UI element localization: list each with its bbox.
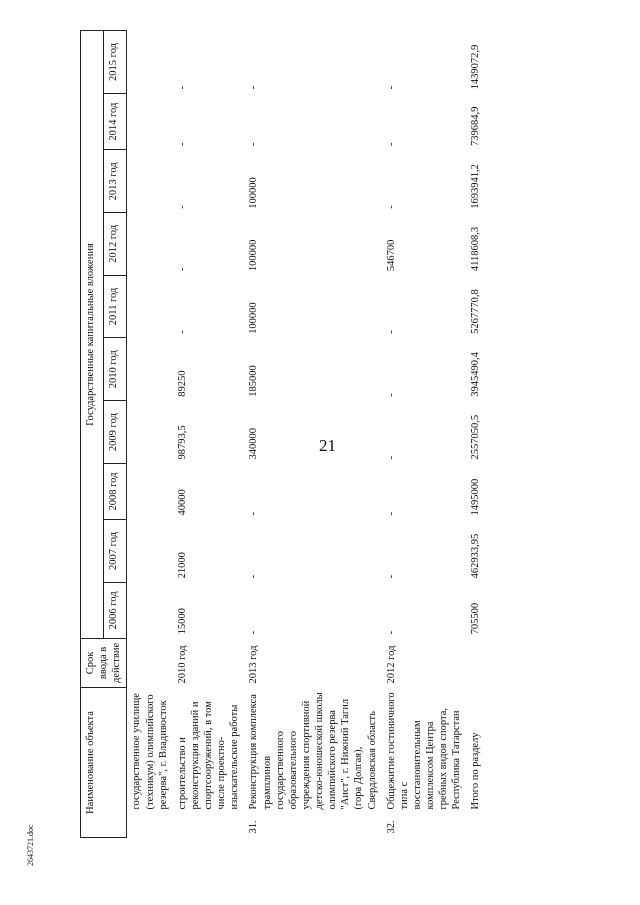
row-value xyxy=(127,401,173,464)
row-object-name: строительство и реконструкция зданий и спортсооружений, в том числе проектно-изыскательские работы xyxy=(176,701,241,810)
row-index: 31. xyxy=(248,820,260,834)
total-value: 1693941,2 xyxy=(470,164,482,209)
table-row xyxy=(173,31,245,838)
row-value: - xyxy=(248,142,260,146)
row-value xyxy=(127,275,173,338)
row-value: 100000 xyxy=(248,177,260,209)
row-value: - xyxy=(385,630,397,635)
row-value: - xyxy=(176,330,188,334)
header-year: 2011 год xyxy=(104,275,127,338)
table-row xyxy=(382,31,467,838)
total-value: 5267770,8 xyxy=(470,289,482,334)
row-value: - xyxy=(176,267,188,272)
row-value: 546700 xyxy=(385,239,397,272)
row-date: 2010 год xyxy=(176,645,188,684)
total-row xyxy=(466,31,485,838)
row-value: 40000 xyxy=(176,489,188,516)
total-value: 1495000 xyxy=(470,478,482,516)
row-value: - xyxy=(176,85,188,90)
header-year: 2014 год xyxy=(104,93,127,150)
capital-investment-table-rotated xyxy=(80,30,492,838)
row-date: 2013 год xyxy=(248,645,260,684)
row-index xyxy=(173,814,245,838)
total-value: 3945490,4 xyxy=(470,352,482,397)
total-value: 4118608,3 xyxy=(470,226,482,272)
row-value: - xyxy=(385,512,397,516)
row-value xyxy=(127,582,173,638)
header-object-name: Наименование объекта xyxy=(81,688,127,838)
row-object-name: Реконструкция комплекса трамплинов государственного образовательного учреждения спортивной детско-юношеской школы олимпийского резерва "Аист", г. Нижний Тагил (гора Долгая), Свердловская область xyxy=(248,692,378,810)
row-value xyxy=(127,150,173,213)
row-value: - xyxy=(248,512,260,516)
header-year: 2006 год xyxy=(104,582,127,638)
row-object-name: государственное училище (техникум) олимпийского резерва", г. Владивосток xyxy=(131,693,169,810)
row-value: - xyxy=(248,574,260,579)
total-value: 2557050,5 xyxy=(470,414,482,460)
total-value: 739684,9 xyxy=(470,106,482,146)
total-value: 462933,95 xyxy=(470,533,482,579)
row-value: 185000 xyxy=(248,365,260,397)
table-row xyxy=(244,31,381,838)
capital-investment-table xyxy=(80,30,486,838)
header-year: 2008 год xyxy=(104,464,127,520)
row-value: 98793,5 xyxy=(176,425,188,460)
row-value xyxy=(127,464,173,520)
row-value: - xyxy=(385,456,397,460)
header-year: 2012 год xyxy=(104,213,127,275)
header-commission-date: Срок ввода в действие xyxy=(81,638,127,687)
row-date xyxy=(127,638,173,687)
header-investments: Государственные капитальные вложения xyxy=(81,31,104,639)
footer-doc-code: 2643721.doc xyxy=(26,824,35,866)
row-value: - xyxy=(385,393,397,397)
total-value: 1439072,9 xyxy=(470,44,482,90)
row-value xyxy=(127,31,173,94)
total-label: Итого по разделу xyxy=(470,732,482,810)
row-value: - xyxy=(385,85,397,90)
row-index: 32. xyxy=(385,820,397,834)
row-value xyxy=(127,338,173,401)
row-value: - xyxy=(176,142,188,146)
row-value xyxy=(127,213,173,275)
row-value: 15000 xyxy=(176,608,188,635)
header-year: 2007 год xyxy=(104,520,127,583)
row-value: 100000 xyxy=(248,302,260,334)
row-value: 340000 xyxy=(248,428,260,460)
row-value: - xyxy=(385,330,397,334)
page-number: 21 xyxy=(319,436,336,455)
row-index xyxy=(127,814,173,838)
total-value: 705500 xyxy=(470,602,482,635)
row-value xyxy=(127,520,173,583)
row-value: - xyxy=(385,142,397,146)
row-value: 21000 xyxy=(176,552,188,579)
row-value: - xyxy=(176,205,188,209)
row-value: 100000 xyxy=(248,239,260,272)
row-value: - xyxy=(385,574,397,579)
row-date: 2012 год xyxy=(385,645,397,684)
row-object-name: Общежитие гостиничного типа с восстановительным комплексом Центра гребных видов спорта, Республика Татарстан xyxy=(385,692,463,810)
row-value: - xyxy=(248,630,260,635)
table-row xyxy=(127,31,173,838)
header-year: 2015 год xyxy=(104,31,127,94)
row-value: 89250 xyxy=(176,370,188,397)
header-year: 2009 год xyxy=(104,401,127,464)
row-value: - xyxy=(385,205,397,209)
row-value xyxy=(127,93,173,150)
header-year: 2013 год xyxy=(104,150,127,213)
row-value: - xyxy=(248,85,260,90)
header-year: 2010 год xyxy=(104,338,127,401)
